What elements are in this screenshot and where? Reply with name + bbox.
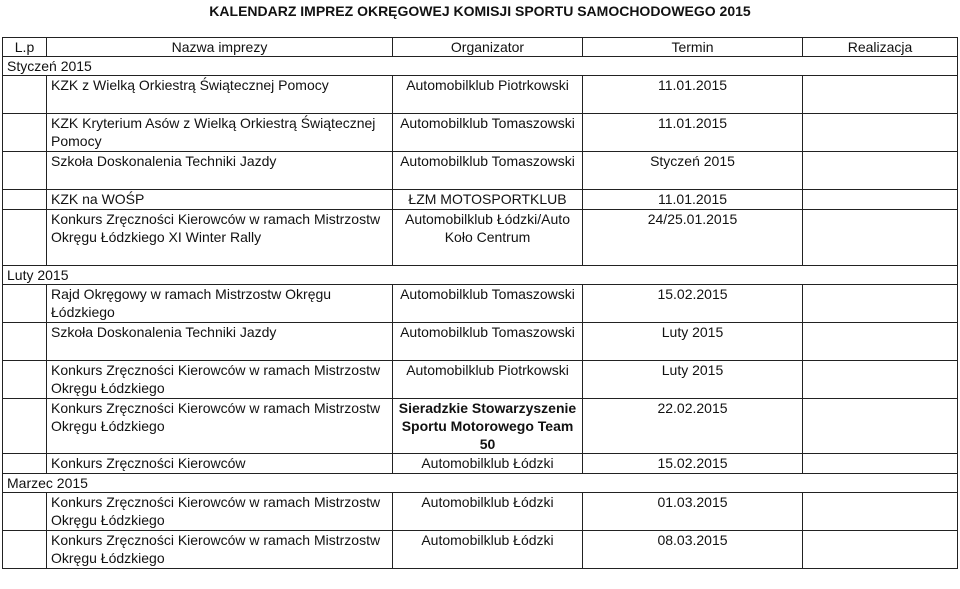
event-name: Konkurs Zręczności Kierowców w ramach Mistrzostw Okręgu Łódzkiego XI Winter Rally: [47, 210, 393, 266]
lp-cell: [3, 210, 47, 266]
date-cell: 01.03.2015: [583, 493, 803, 531]
realization-cell: [803, 190, 958, 210]
realization-cell: [803, 323, 958, 361]
date-cell: 08.03.2015: [583, 531, 803, 569]
section-february: Luty 2015: [3, 266, 958, 285]
organizer-cell: Automobilklub Łódzki: [393, 454, 583, 474]
event-name: Szkoła Doskonalenia Techniki Jazdy: [47, 323, 393, 361]
realization-cell: [803, 285, 958, 323]
date-cell: Luty 2015: [583, 361, 803, 399]
organizer-cell: Sieradzkie Stowarzyszenie Sportu Motorowego Team 50: [393, 399, 583, 454]
section-january: Styczeń 2015: [3, 57, 958, 76]
header-row: [3, 38, 958, 57]
organizer-cell: Automobilklub Piotrkowski: [393, 361, 583, 399]
realization-cell: [803, 399, 958, 454]
organizer-cell: Automobilklub Piotrkowski: [393, 76, 583, 114]
table-row: [3, 190, 958, 210]
date-cell: 15.02.2015: [583, 454, 803, 474]
organizer-cell: Automobilklub Łódzki: [393, 493, 583, 531]
realization-cell: [803, 361, 958, 399]
lp-cell: [3, 114, 47, 152]
realization-cell: [803, 454, 958, 474]
lp-cell: [3, 361, 47, 399]
lp-cell: [3, 493, 47, 531]
table-row: [3, 114, 958, 152]
event-name: Konkurs Zręczności Kierowców: [47, 454, 393, 474]
section-row: [3, 474, 958, 493]
organizer-cell: Automobilklub Łódzki/Auto Koło Centrum: [393, 210, 583, 266]
page-title: KALENDARZ IMPREZ OKRĘGOWEJ KOMISJI SPORTU SAMOCHODOWEGO 2015: [209, 3, 751, 19]
date-cell: Luty 2015: [583, 323, 803, 361]
header-organizer: Organizator: [393, 38, 583, 57]
table-row: [3, 152, 958, 190]
event-name: KZK z Wielką Orkiestrą Świątecznej Pomocy: [47, 76, 393, 114]
table-row: [3, 531, 958, 569]
table-row: [3, 285, 958, 323]
calendar-table: [2, 37, 958, 569]
event-name: Szkoła Doskonalenia Techniki Jazdy: [47, 152, 393, 190]
organizer-cell: Automobilklub Tomaszowski: [393, 152, 583, 190]
lp-cell: [3, 454, 47, 474]
event-name: Rajd Okręgowy w ramach Mistrzostw Okręgu Łódzkiego: [47, 285, 393, 323]
realization-cell: [803, 531, 958, 569]
realization-cell: [803, 76, 958, 114]
section-march: Marzec 2015: [3, 474, 958, 493]
table-row: [3, 493, 958, 531]
event-name: KZK Kryterium Asów z Wielką Orkiestrą Świątecznej Pomocy: [47, 114, 393, 152]
table-row: [3, 399, 958, 454]
realization-cell: [803, 493, 958, 531]
realization-cell: [803, 114, 958, 152]
date-cell: 24/25.01.2015: [583, 210, 803, 266]
date-cell: 15.02.2015: [583, 285, 803, 323]
table-row: [3, 454, 958, 474]
realization-cell: [803, 210, 958, 266]
organizer-cell: Automobilklub Tomaszowski: [393, 323, 583, 361]
header-lp: L.p: [3, 38, 47, 57]
table-row: [3, 210, 958, 266]
lp-cell: [3, 531, 47, 569]
lp-cell: [3, 399, 47, 454]
event-name: Konkurs Zręczności Kierowców w ramach Mistrzostw Okręgu Łódzkiego: [47, 361, 393, 399]
lp-cell: [3, 190, 47, 210]
event-name: Konkurs Zręczności Kierowców w ramach Mistrzostw Okręgu Łódzkiego: [47, 399, 393, 454]
header-name: Nazwa imprezy: [47, 38, 393, 57]
date-cell: 11.01.2015: [583, 114, 803, 152]
date-cell: Styczeń 2015: [583, 152, 803, 190]
date-cell: 11.01.2015: [583, 190, 803, 210]
event-name: KZK na WOŚP: [47, 190, 393, 210]
lp-cell: [3, 323, 47, 361]
organizer-cell: Automobilklub Tomaszowski: [393, 285, 583, 323]
event-name: Konkurs Zręczności Kierowców w ramach Mistrzostw Okręgu Łódzkiego: [47, 531, 393, 569]
lp-cell: [3, 152, 47, 190]
date-cell: 11.01.2015: [583, 76, 803, 114]
table-row: [3, 76, 958, 114]
organizer-cell: ŁZM MOTOSPORTKLUB: [393, 190, 583, 210]
lp-cell: [3, 76, 47, 114]
lp-cell: [3, 285, 47, 323]
section-row: [3, 57, 958, 76]
event-name: Konkurs Zręczności Kierowców w ramach Mistrzostw Okręgu Łódzkiego: [47, 493, 393, 531]
header-date: Termin: [583, 38, 803, 57]
realization-cell: [803, 152, 958, 190]
section-row: [3, 266, 958, 285]
date-cell: 22.02.2015: [583, 399, 803, 454]
organizer-cell: Automobilklub Tomaszowski: [393, 114, 583, 152]
table-row: [3, 361, 958, 399]
table-row: [3, 323, 958, 361]
header-realization: Realizacja: [803, 38, 958, 57]
organizer-cell: Automobilklub Łódzki: [393, 531, 583, 569]
